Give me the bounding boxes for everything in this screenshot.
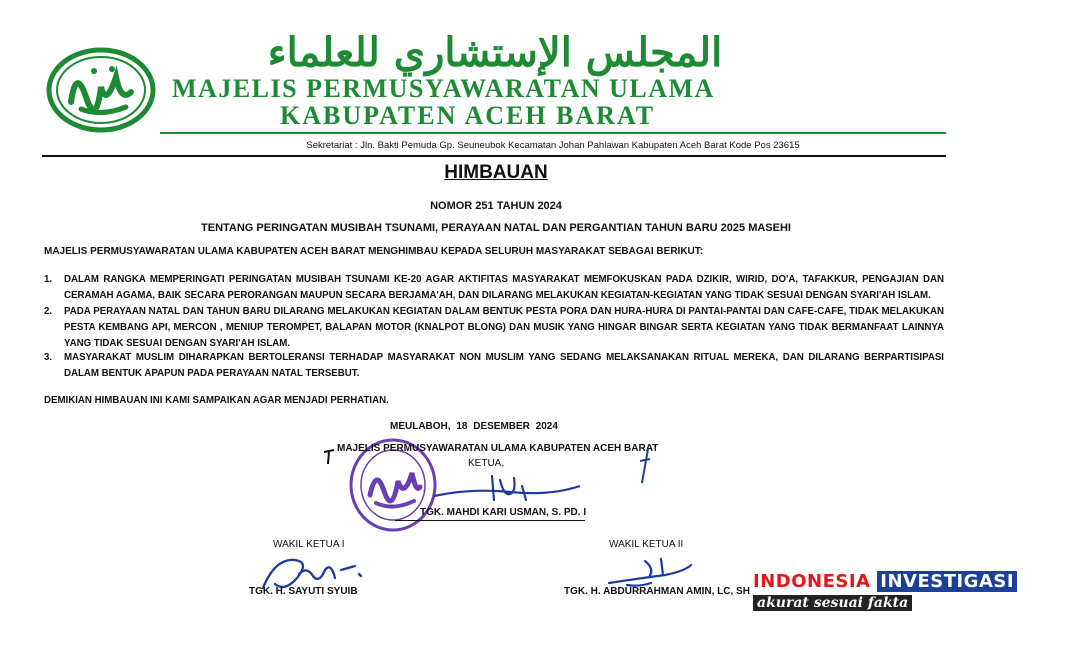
arabic-title: المجلس الإستشاري للعلماء — [267, 29, 723, 76]
letterhead-rule-black — [42, 155, 946, 157]
secretariat-address: Sekretariat : Jln. Bakti Pemuda Gp. Seuneubok Kecamatan Johan Pahlawan Kabupaten Aceh Barat Kode Pos 23615 — [306, 140, 800, 151]
document-number: NOMOR 251 TAHUN 2024 — [430, 200, 562, 212]
list-item — [44, 304, 944, 352]
ulama-logo-icon — [46, 47, 156, 133]
document-subject: TENTANG PERINGATAN MUSIBAH TSUNAMI, PERAYAAN NATAL DAN PERGANTIAN TAHUN BARU 2025 MASEHI — [201, 222, 791, 234]
list-item — [44, 350, 944, 382]
org-name-line-1: MAJELIS PERMUSYAWARATAN ULAMA — [172, 74, 715, 103]
list-item — [44, 272, 944, 304]
vice-chair-1-name: TGK. H. SAYUTI SYUIB — [249, 586, 358, 597]
watermark-word-2: INVESTIGASI — [877, 571, 1017, 592]
closing-paragraph: DEMIKIAN HIMBAUAN INI KAMI SAMPAIKAN AGAR MENJADI PERHATIAN. — [44, 395, 389, 406]
watermark-tagline: akurat sesuai fakta — [753, 595, 912, 611]
vice-chair-2-signature-icon — [605, 555, 695, 590]
vice-chair-2-name: TGK. H. ABDURRAHMAN AMIN, LC, SH — [564, 586, 750, 597]
signature-mark-icon — [322, 448, 336, 466]
place-date: MEULABOH, 18 DESEMBER 2024 — [390, 421, 558, 432]
news-watermark — [753, 571, 1053, 621]
vice-chair-1-title: WAKIL KETUA I — [273, 539, 345, 550]
intro-paragraph: MAJELIS PERMUSYAWARATAN ULAMA KABUPATEN ACEH BARAT MENGHIMBAU KEPADA SELURUH MASYARAKAT SEBAGAI BERIKUT: — [44, 246, 704, 257]
watermark-title — [753, 571, 1017, 592]
list-item-number: 1. — [44, 274, 53, 285]
list-item-number: 2. — [44, 306, 53, 317]
letterhead-rule-green — [160, 132, 946, 134]
chair-name-underline — [395, 520, 585, 521]
signature-mark-icon — [638, 447, 652, 485]
chair-title: KETUA, — [468, 458, 505, 469]
list-item-text: MASYARAKAT MUSLIM DIHARAPKAN BERTOLERANSI TERHADAP MASYARAKAT NON MUSLIM YANG SEDANG MELAKSANAKAN RITUAL MEREKA, DAN DILARANG BERPARTISIPASI DALAM BENTUK APAPUN PADA PERAYAAN NATAL TERSEBUT. — [64, 352, 944, 379]
signing-organization: MAJELIS PERMUSYAWARATAN ULAMA KABUPATEN ACEH BARAT — [337, 443, 659, 454]
list-item-text: PADA PERAYAAN NATAL DAN TAHUN BARU DILARANG MELAKUKAN KEGIATAN DALAM BENTUK PESTA PORA DAN HURA-HURA DI PANTAI-PANTAI DAN CAFE-CAFE, TIDAK MELAKUKAN PESTA KEMBANG API, MERCON , MENIUP TEROMPET, BALAPAN MOTOR (KNALPOT BLONG) DAN MUSIK YANG HINGAR BINGAR SERTA KEGIATAN YANG TIDAK BERMANFAAT LAINNYA YANG TIDAK SESUAI DENGAN SYARI'AH ISLAM. — [64, 306, 944, 349]
list-item-text: DALAM RANGKA MEMPERINGATI PERINGATAN MUSIBAH TSUNAMI KE-20 AGAR AKTIFITAS MASYARAKAT MEMFOKUSKAN PADA DZIKIR, WIRID, DO'A, TAFAKKUR, PENGAJIAN DAN CERAMAH AGAMA, BAIK SECARA PERORANGAN MAUPUN SECARA BERJAMA'AH, DAN DILARANG MELAKUKAN KEGIATAN-KEGIATAN YANG TIDAK SESUAI DENGAN SYARI'AH ISLAM. — [64, 274, 944, 301]
vice-chair-2-title: WAKIL KETUA II — [609, 539, 684, 550]
org-name-line-2: KABUPATEN ACEH BARAT — [280, 101, 656, 130]
chair-name: TGK. MAHDI KARI USMAN, S. PD. I — [420, 507, 587, 518]
document-title: HIMBAUAN — [444, 162, 548, 183]
list-item-number: 3. — [44, 352, 53, 363]
watermark-word-1: INDONESIA — [753, 571, 871, 592]
